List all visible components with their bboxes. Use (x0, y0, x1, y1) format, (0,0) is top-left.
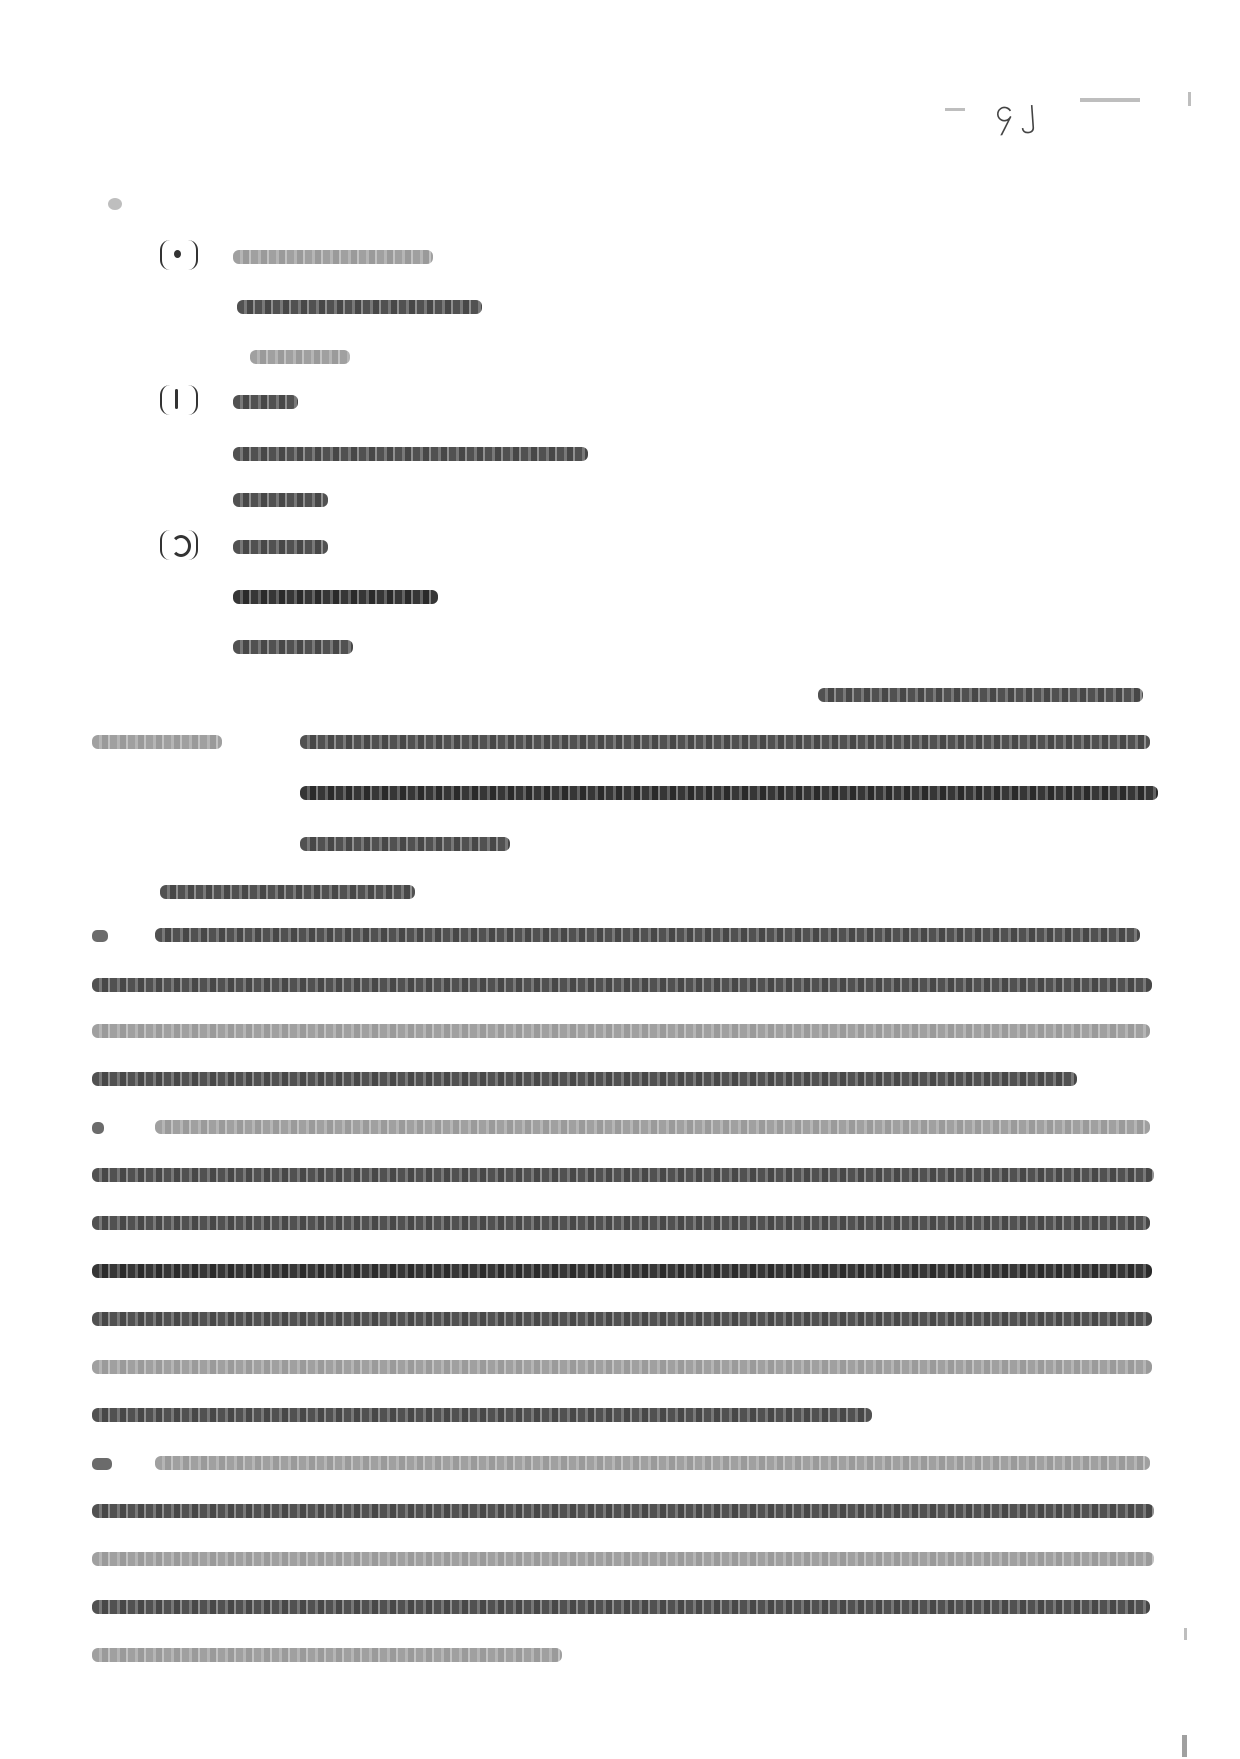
scan-artifact (108, 198, 122, 210)
paragraph-line (155, 1456, 1150, 1470)
recipient-number-1 (160, 240, 198, 270)
recipient-number-3 (160, 530, 198, 560)
recipient-line (250, 350, 350, 364)
recipient-line (233, 493, 328, 507)
scan-artifact (1182, 1735, 1187, 1757)
recipient-line (233, 540, 328, 554)
paragraph-line (92, 1216, 1150, 1230)
paragraph-line (92, 1648, 562, 1662)
paragraph-line (92, 1552, 1154, 1566)
scan-artifact (1188, 92, 1191, 106)
paragraph-line (92, 1408, 872, 1422)
recipient-line (233, 590, 438, 604)
recipient-line (233, 640, 353, 654)
paragraph-number (92, 1458, 112, 1470)
subject-line (300, 735, 1150, 749)
salutation-line (160, 885, 415, 899)
paragraph-number (92, 1122, 104, 1134)
paragraph-line (92, 1264, 1152, 1278)
scan-artifact (1184, 1628, 1187, 1640)
paragraph-line (92, 1072, 1077, 1086)
paragraph-line (155, 928, 1140, 942)
recipient-line (233, 447, 588, 461)
recipient-line (233, 395, 298, 409)
subject-label (92, 735, 222, 749)
date-line (818, 688, 1143, 702)
paragraph-line (92, 1312, 1152, 1326)
paragraph-line (92, 1168, 1154, 1182)
scan-artifact (945, 108, 965, 111)
paragraph-number (92, 930, 108, 942)
paragraph-line (92, 1504, 1154, 1518)
paragraph-line (155, 1120, 1150, 1134)
subject-line (300, 786, 1158, 800)
subject-line (300, 837, 510, 851)
paragraph-line (92, 1024, 1150, 1038)
scan-artifact (1080, 98, 1140, 102)
paragraph-line (92, 1360, 1152, 1374)
recipient-line (237, 300, 482, 314)
paragraph-line (92, 1600, 1150, 1614)
recipient-number-2 (160, 385, 198, 415)
page-reference-number: ၄၂ (993, 88, 1042, 130)
recipient-line (233, 250, 433, 264)
paragraph-line (92, 978, 1152, 992)
